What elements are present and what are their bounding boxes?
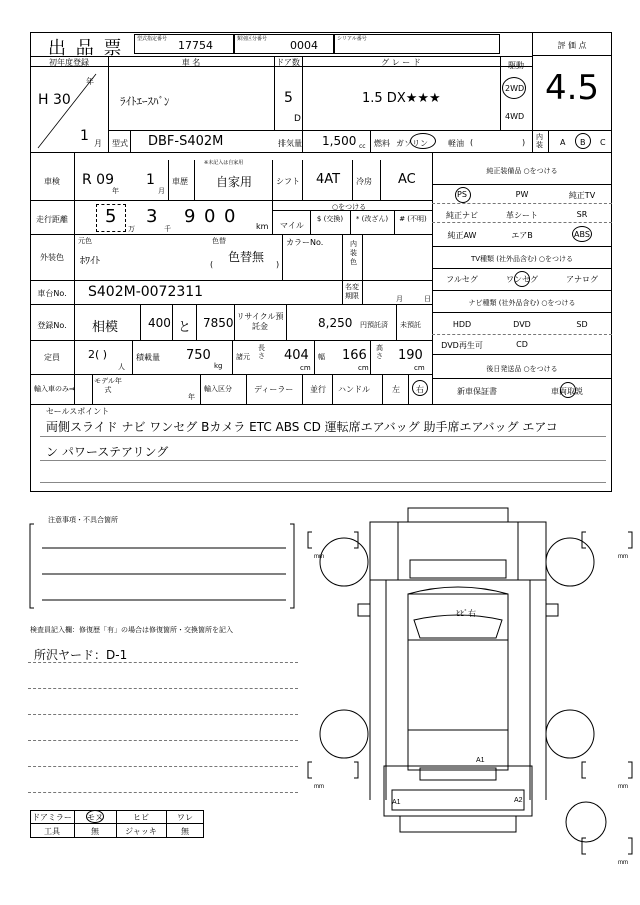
equip-abs: ABS <box>574 230 590 239</box>
diagram-mm-5: mm <box>618 860 628 866</box>
history-label: 車歴 <box>172 177 188 186</box>
interior-label: 内装 <box>536 133 543 149</box>
length-unit: cm <box>300 364 311 372</box>
car-name-label: 車 名 <box>181 58 201 67</box>
tv-fullseg: フルセグ <box>446 275 478 284</box>
tv-oneseg: ワンセグ <box>506 275 538 284</box>
form-title: 出 品 票 <box>48 38 124 59</box>
hibi-label: ヒビ <box>133 813 149 822</box>
capacity: 2( ) <box>88 348 108 361</box>
model-cert-label: 型式指定番号 <box>137 36 168 42</box>
history-note: ※未記入は自家用 <box>204 160 244 166</box>
capacity-label: 定員 <box>44 353 60 362</box>
diagram-a2: A2 <box>514 797 523 804</box>
recycle-unit: 円預託済 <box>360 321 388 329</box>
ware-label: ワレ <box>177 813 193 822</box>
repaint-paren-open: ( <box>210 260 214 269</box>
mileage-label: 走行距離 <box>36 215 68 224</box>
sales-label: セールスポイント <box>46 407 110 416</box>
recycle-not: 未預託 <box>400 321 421 329</box>
door-mirror-label: ドアミラー <box>32 813 72 822</box>
rating-value: 4.5 <box>544 68 600 108</box>
recycle-label: リサイクル預託金 <box>236 312 284 331</box>
unknown-label: # (不明) <box>399 215 427 223</box>
equip-tv: 純正TV <box>568 191 596 200</box>
model-code: DBF-S402M <box>148 134 224 149</box>
mileage-d1: 5 <box>105 206 117 227</box>
reg-class: 400 <box>148 316 171 330</box>
inspection-year-unit: 年 <box>112 187 119 195</box>
navi-hdd: HDD <box>452 320 472 329</box>
first-reg-year-unit: 年 <box>86 77 94 86</box>
equip-leather: 革シート <box>506 211 538 220</box>
fuel-paren-close: ) <box>522 138 526 147</box>
displacement-label: 排気量 <box>278 139 302 148</box>
caution-box <box>28 516 298 616</box>
cooler-label: 冷房 <box>356 177 372 186</box>
load-unit: kg <box>214 362 223 370</box>
later-manual-circle <box>560 382 576 398</box>
grade-label: グ レ ー ド <box>381 58 421 67</box>
interior-a: A <box>560 138 566 147</box>
doors-label: ドア数 <box>276 58 300 67</box>
equip-abs-circle <box>572 226 592 242</box>
class-number: 0004 <box>290 39 318 52</box>
name-change-label: 名変期限 <box>345 283 359 300</box>
fuel-gasoline-circle <box>410 133 436 149</box>
mile-label: マイル <box>280 221 304 230</box>
tools-label: 工具 <box>44 827 60 836</box>
diagram-mm-1: mm <box>314 554 324 560</box>
serial-label: シリアル番号 <box>337 36 367 42</box>
modified-label: * (改ざん) <box>355 215 389 223</box>
load-label: 積載量 <box>136 353 160 362</box>
shift-value: 4AT <box>316 172 341 187</box>
later-manual: 車両取説 <box>551 387 583 396</box>
car-name: ﾗｲﾄｴｰｽﾊﾞﾝ <box>120 95 170 108</box>
model-cert-number: 17754 <box>178 39 213 52</box>
inspector-note: 所沢ヤード：D-1 <box>34 648 128 662</box>
fuel-paren-open: ( <box>470 138 474 147</box>
class-label: 類別区分番号 <box>237 36 268 42</box>
height-label: 高さ <box>376 344 383 360</box>
cooler-value: AC <box>398 172 416 187</box>
fuel-gasoline: ガソリン <box>396 139 428 148</box>
name-change-day: 日 <box>424 295 431 303</box>
drive-2wd: 2WD <box>505 84 525 93</box>
equip-aw: 純正AW <box>447 231 477 240</box>
grade: 1.5 DX★★★ <box>362 91 441 106</box>
handle-right-circle <box>412 380 428 396</box>
height-value: 190 <box>398 348 423 363</box>
repaint-label: 色替 <box>212 237 226 245</box>
equip-pw: PW <box>515 190 529 199</box>
mileage-d3: 9 <box>184 206 196 227</box>
rating-label: 評 価 点 <box>557 41 587 50</box>
first-reg-month: 1 <box>80 128 89 144</box>
import-dealer: ディーラー <box>254 385 294 394</box>
repaint-paren-close: ) <box>276 260 280 269</box>
jack-value: 無 <box>181 827 189 836</box>
shift-label: シフト <box>276 177 300 186</box>
import-type-label: 輸入区分 <box>204 385 232 393</box>
equip-title: 純正装備品 ○をつける <box>486 167 558 175</box>
repaint-value: 色替無 <box>228 250 265 264</box>
color-label: 外装色 <box>40 253 64 262</box>
height-unit: cm <box>414 364 425 372</box>
motor-circle <box>86 810 104 823</box>
capacity-unit: 人 <box>118 363 125 371</box>
interior-color-label: 内装色 <box>350 240 357 266</box>
inspection-month: 1 <box>146 172 155 188</box>
motor-label: モヌ <box>87 813 103 822</box>
navi-type-title: ナビ種類 (社外品含む) ○をつける <box>468 299 576 307</box>
orig-color: ﾎﾜｲﾄ <box>80 256 100 267</box>
reg-kana: と <box>178 320 192 335</box>
first-reg-era: H 30 <box>38 92 71 108</box>
mileage-man: 万 <box>128 225 135 233</box>
import-parallel: 並行 <box>310 385 326 394</box>
car-diagram <box>300 500 640 870</box>
equip-airbag: エアB <box>511 231 533 240</box>
drive-label: 駆動 <box>508 61 524 70</box>
first-reg-month-unit: 月 <box>94 139 102 148</box>
inspection-date: R 09 <box>82 172 114 188</box>
chassis-label: 車台No. <box>37 289 67 298</box>
length-value: 404 <box>284 348 309 363</box>
drive-4wd: 4WD <box>505 112 525 121</box>
inspection-label: 車検 <box>44 177 60 186</box>
equip-sr: SR <box>576 210 588 219</box>
navi-cd: CD <box>516 340 528 349</box>
width-label: 幅 <box>318 353 325 361</box>
jack-label: ジャッキ <box>125 827 157 836</box>
recycle-amount: 8,250 <box>318 316 353 330</box>
tv-analog: アナログ <box>566 275 598 284</box>
navi-dvd-play: DVD再生可 <box>441 341 483 350</box>
color-no-label: カラーNo. <box>286 238 324 247</box>
handle-right: 右 <box>416 385 424 394</box>
interior-b: B <box>580 138 586 147</box>
door-type: D <box>294 114 301 124</box>
later-title: 後日発送品 ○をつける <box>486 365 558 373</box>
navi-sd: SD <box>576 320 588 329</box>
door-count: 5 <box>284 90 293 106</box>
navi-dvd: DVD <box>513 320 531 329</box>
interior-b-circle <box>575 133 591 149</box>
equip-ps: PS <box>457 190 467 199</box>
diagram-mm-2: mm <box>618 554 628 560</box>
displacement: 1,500 <box>322 134 357 148</box>
first-reg-label: 初年度登録 <box>49 58 89 67</box>
equip-navi: 純正ナビ <box>446 211 478 220</box>
equip-ps-circle <box>455 187 471 203</box>
mileage-sen: 千 <box>164 225 171 233</box>
tools-value: 無 <box>91 827 99 836</box>
model-label: 型式 <box>112 139 128 148</box>
import-label: 輸入車のみ⇒ <box>34 385 75 393</box>
sales-line-2: ン パワーステアリング <box>46 445 169 459</box>
later-warranty: 新車保証書 <box>457 387 497 396</box>
caution-label: 注意事項・不具合箇所 <box>48 516 118 524</box>
sales-line-1: 両側スライド ナビ ワンセグ Bカメラ ETC ABS CD 運転席エアバッグ 助手席エアバッグ エアコ <box>46 420 558 434</box>
mileage-unit: km <box>256 222 269 231</box>
fuel-label: 燃料 <box>374 139 390 148</box>
name-change-month: 月 <box>396 295 403 303</box>
diagram-label-top: ﾋﾋﾞ右 <box>456 609 476 618</box>
reg-area: 相模 <box>92 320 119 335</box>
width-value: 166 <box>342 348 367 363</box>
handle-left: 左 <box>392 385 400 394</box>
history-value: 自家用 <box>216 175 253 189</box>
fuel-diesel: 軽油 <box>448 139 464 148</box>
mileage-d4: 0 <box>204 206 216 227</box>
length-label: 長さ <box>258 344 265 360</box>
tv-type-title: TV種類 (社外品含む) ○をつける <box>470 255 574 263</box>
diagram-mm-3: mm <box>314 784 324 790</box>
reg-number: 7850 <box>203 316 234 330</box>
dims-label: 諸元 <box>236 353 250 361</box>
inspector-label: 検査員記入欄：修復歴「有」の場合は修復箇所・交換箇所を記入 <box>30 626 233 634</box>
orig-color-label: 元色 <box>78 237 92 245</box>
interior-c: C <box>600 138 606 147</box>
handle-label: ハンドル <box>338 385 370 394</box>
model-year-unit: 年 <box>188 393 195 401</box>
inspection-month-unit: 月 <box>158 187 165 195</box>
reg-label: 登録No. <box>37 321 67 330</box>
mileage-d5: 0 <box>224 206 236 227</box>
drive-2wd-circle <box>502 77 526 99</box>
mileage-circle-note: ○をつける <box>332 203 367 211</box>
displacement-unit: cc <box>359 143 366 150</box>
chassis-number: S402M-0072311 <box>88 284 204 300</box>
model-year-label: モデル年式 <box>94 377 122 394</box>
exchange-label: $ (交換) <box>316 215 344 223</box>
width-unit: cm <box>358 364 369 372</box>
diagram-mm-4: mm <box>618 784 628 790</box>
diagram-a1: A1 <box>476 757 485 764</box>
mileage-d2: 3 <box>146 206 158 227</box>
load-value: 750 <box>186 348 211 363</box>
tv-oneseg-circle <box>514 271 530 287</box>
diagram-a1-left: A1 <box>392 799 401 806</box>
